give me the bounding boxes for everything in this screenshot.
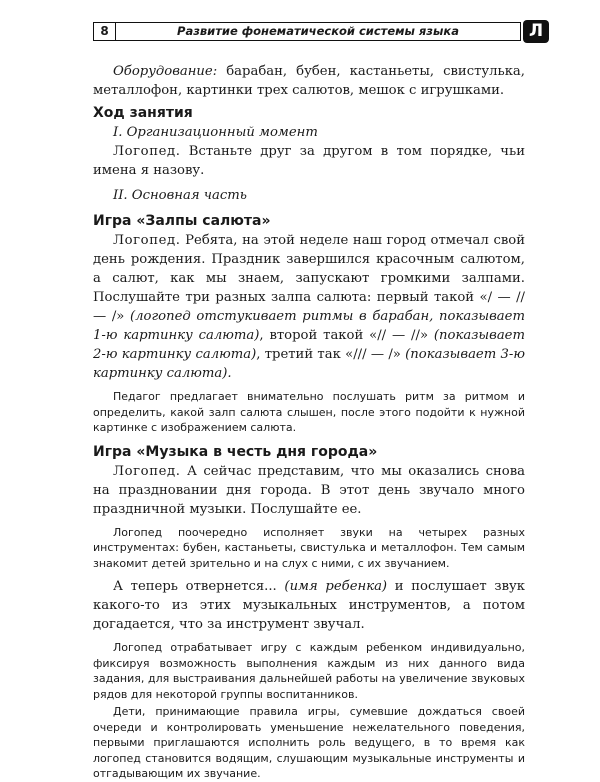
game2-speaker: Логопед. [113, 463, 181, 479]
game2-turn-paragraph [93, 577, 525, 634]
org-text: Встаньте друг за другом в том порядке, чьи имена я назову. [93, 144, 525, 178]
game1-note1: (логопед отстукивает ритмы в барабан, показывает 1-ю картинку салюта) [93, 309, 525, 343]
org-speaker: Логопед. [113, 144, 181, 159]
game2-text: А сейчас представим, что мы оказались снова на праздновании дня города. В этот день звучало много праздничной музыки. Послушайте ее. [93, 463, 525, 517]
equipment-paragraph [93, 62, 525, 100]
running-header [93, 22, 521, 41]
equipment-text: барабан, бубен, кастаньеты, свистулька, металлофон, картинки трех салютов, мешок с игрушками. [93, 64, 525, 98]
lesson-heading: Ход занятия [93, 105, 193, 121]
game2-turn-b: и послушает звук какого-то из этих музыкальных инструментов, а потом догадается, что за инструмент звучал. [93, 579, 525, 632]
running-head-title: Развитие фонематической системы языка [177, 24, 459, 38]
org-paragraph [93, 142, 525, 180]
game1-text3: , третий так «/// — /» [256, 347, 401, 362]
main-heading: II. Основная часть [113, 188, 247, 203]
page-number: 8 [94, 23, 116, 40]
game1-speaker: Логопед. [113, 233, 181, 248]
equipment-label: Оборудование: [113, 64, 218, 79]
game2-note1: Логопед поочередно исполняет звуки на четырех разных инструментах: бубен, кастаньеты, свистулька и металлофон. Тем самым знакомит детей зрительно и на слух с ними, с их звучанием. [93, 525, 525, 570]
game2-heading: Игра «Музыка в честь дня города» [93, 443, 378, 460]
section-badge: Л [523, 20, 549, 43]
game2-turn-name: (имя ребенка) [284, 579, 388, 594]
game1-note3: (показывает 3-ю картинку салюта). [93, 347, 525, 381]
game1-text1: Ребята, на этой неделе наш город отмечал свой день рождения. Праздник завершился красочным салютом, а салют, как мы знаем, запускают громкими залпами. Послушайте три разных залпа салюта: первый такой «/ — // — /» [93, 233, 525, 324]
game2-paragraph [93, 462, 525, 519]
game2-note3: Дети, принимающие правила игры, сумевшие дождаться своей очереди и контролировать уменьшение нежелательного поведения, первыми приглашаются исполнить роль ведущего, в то время как логопед становится водящим, слушающим музыкальные инструменты и отгадывающим их звучание. [93, 705, 525, 780]
org-heading: I. Организационный момент [113, 125, 318, 140]
game1-teacher-note: Педагог предлагает внимательно послушать ритм за ритмом и определить, какой залп салюта слышен, после этого подойти к нужной картинке с изображением салюта. [93, 390, 525, 434]
game2-turn-a: А теперь отвернется... [113, 579, 285, 594]
game2-note2: Логопед отрабатывает игру с каждым ребенком индивидуально, фиксируя возможность выполнения каждым из них данного вида задания, для выстраивания дальнейшей работы на увеличение звуковых рядов для некоторой группы воспитанников. [93, 641, 525, 701]
game1-heading: Игра «Залпы салюта» [93, 213, 271, 229]
game1-paragraph [93, 231, 525, 383]
page-content [93, 62, 525, 782]
game1-text2: , второй такой «// — //» [259, 328, 429, 343]
game1-note2: (показывает 2-ю картинку салюта) [93, 328, 525, 362]
